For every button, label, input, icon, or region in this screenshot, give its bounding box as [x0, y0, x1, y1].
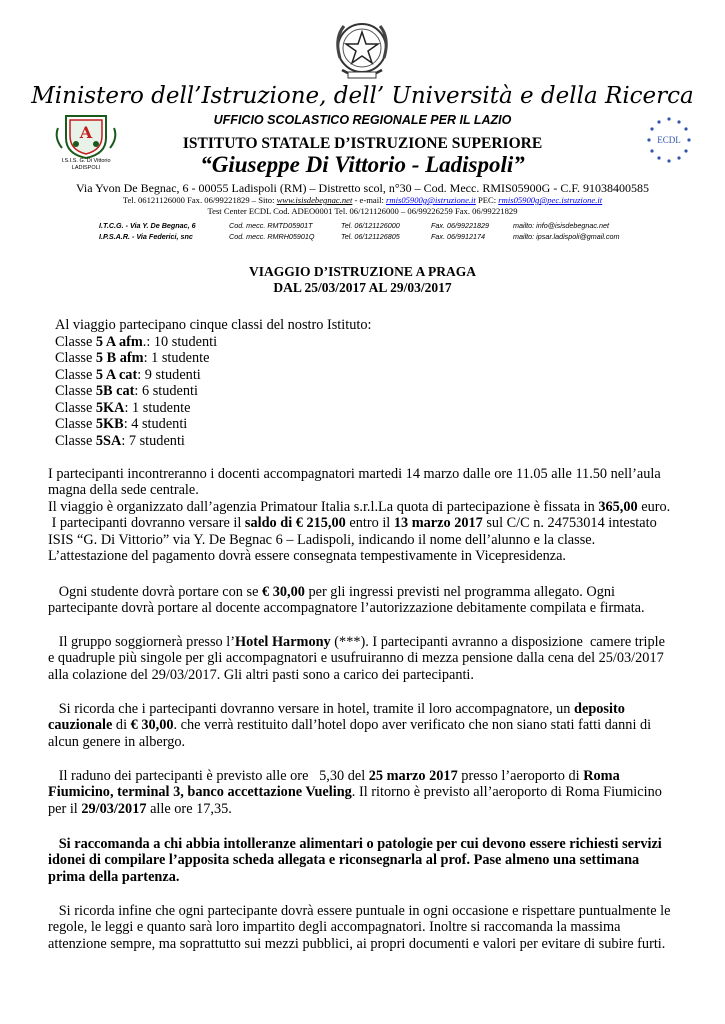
- hotel-name: Hotel Harmony: [235, 634, 331, 650]
- logo-caption-city: LADISPOLI: [71, 165, 101, 171]
- text-line: partecipante dovrà portare al docente accompagnatore l’autorizzazione debitamente compilata e firmata.: [48, 600, 645, 617]
- quota-amount: 365,00: [598, 498, 638, 515]
- deposit-label-cont: cauzionale: [48, 717, 113, 734]
- pec-email-link[interactable]: rmis05900g@pec.istruzione.it: [498, 195, 603, 205]
- website-link[interactable]: www.isisdebegnac.net: [276, 195, 353, 205]
- class-item-prefix: Classe: [55, 416, 96, 432]
- branch-fax: Fax. 06/9912174: [431, 232, 485, 241]
- class-item: [55, 334, 689, 351]
- class-item: [55, 433, 689, 450]
- branch-code: Cod. mecc. RMRH05901Q: [229, 232, 315, 241]
- text-line: [48, 768, 681, 784]
- text-line: alla colazione del 29/03/2017. Gli altri pasti sono a carico dei partecipanti.: [48, 666, 474, 683]
- ministry-heading: Ministero dell’Istruzione, dell’ Università e della Ricerca: [31, 83, 694, 109]
- class-item-name: 5B cat: [95, 383, 135, 399]
- text-span: Il gruppo soggiornerà presso l’: [48, 634, 236, 650]
- class-item-name: 5 A cat: [95, 366, 138, 383]
- document-dates: DAL 25/03/2017 AL 29/03/2017: [273, 280, 452, 295]
- ecdl-logo-text: ECDL: [657, 135, 681, 145]
- text-line: [48, 717, 681, 733]
- branch-row: [99, 220, 659, 231]
- class-item-count: : 9 studenti: [137, 366, 201, 383]
- text-line: [48, 784, 681, 800]
- text-span: presso l’aeroporto di: [457, 768, 584, 784]
- branch-row: [99, 231, 659, 242]
- text-line: Si ricorda infine che ogni partecipante dovrà essere puntuale in ogni occasione e rispettare puntualmente le: [48, 903, 671, 919]
- address-line: Via Yvon De Begnac, 6 - 00055 Ladispoli (RM) – Distretto scol, n°30 – Cod. Mecc. RMIS05900G - C.F. 91038400585: [75, 181, 650, 195]
- airport-name: Roma: [583, 768, 620, 784]
- deposit-amount: € 30,00: [130, 717, 174, 734]
- class-item: [55, 383, 689, 400]
- paragraph-departure: [48, 768, 681, 817]
- ecdl-test-center-line: Test Center ECDL Cod. ADEO0001 Tel. 06/121126000 – 06/99226259 Fax. 06/99221829: [207, 206, 518, 216]
- class-item: [55, 416, 689, 433]
- class-item-prefix: Classe: [55, 366, 96, 383]
- deposit-label: deposito: [574, 701, 625, 717]
- text-line: prima della partenza.: [48, 868, 180, 885]
- contacts-email-label: - e-mail:: [352, 195, 387, 205]
- text-line: [48, 584, 681, 600]
- return-date: 29/03/2017: [81, 800, 147, 817]
- text-span: entro il: [345, 515, 394, 532]
- branch-code: Cod. mecc. RMTD05901T: [229, 221, 313, 230]
- class-item: [55, 367, 689, 384]
- institute-type-heading: ISTITUTO STATALE D’ISTRUZIONE SUPERIORE: [182, 135, 543, 152]
- text-line: magna della sede centrale.: [48, 482, 199, 499]
- paragraph-entrance-fees: [48, 584, 681, 617]
- text-span: Ogni studente dovrà portare con se: [48, 584, 262, 600]
- class-item: [55, 400, 689, 417]
- text-span: euro.: [637, 498, 671, 515]
- text-span: . che verrà restituito dall’hotel dopo aver verificato che non siano stati fatti danni di: [173, 717, 652, 734]
- class-item-prefix: Classe: [55, 399, 96, 416]
- logo-caption-name: I.S.I.S. G. Di Vittorio: [61, 158, 111, 164]
- text-span: Il viaggio è organizzato dall’agenzia Primatour Italia s.r.l.La quota di partecipazione è fissata in: [48, 498, 599, 515]
- text-span: per gli ingressi previsti nel programma allegato. Ogni: [304, 584, 615, 600]
- branch-tel: Tel. 06/121126000: [341, 221, 400, 230]
- meeting-point: Fiumicino, terminal 3, banco accettazione Vueling: [48, 784, 352, 801]
- class-item-name: 5 A afm: [95, 333, 143, 350]
- document-title: VIAGGIO D’ISTRUZIONE A PRAGA: [249, 264, 476, 279]
- text-span: . Il ritorno è previsto all’aeroporto di Roma Fiumicino: [351, 784, 662, 801]
- contacts-pec-label: PEC:: [475, 195, 499, 205]
- branch-email[interactable]: mailto: ipsar.ladispoli@gmail.com: [513, 232, 620, 241]
- branch-fax: Fax. 06/99221829: [431, 221, 489, 230]
- paragraph-meeting-payment: [48, 466, 681, 564]
- class-item-prefix: Classe: [55, 383, 96, 399]
- text-line: [48, 515, 681, 531]
- contacts-prefix: Tel. 06121126000 Fax. 06/99221829 – Sito:: [122, 195, 277, 205]
- text-span: (***). I partecipanti avranno a disposizione camere triple: [330, 634, 665, 650]
- class-item-name: 5KA: [95, 399, 125, 416]
- class-item-name: 5SA: [95, 432, 122, 449]
- italian-republic-emblem: [328, 18, 396, 84]
- branch-email[interactable]: mailto: info@isisdebegnac.net: [513, 221, 609, 230]
- class-list-intro: Al viaggio partecipano cinque classi del nostro Istituto:: [55, 317, 372, 333]
- class-item-name: 5 B afm: [95, 350, 144, 366]
- branch-name: I.T.C.G. - Via Y. De Begnac, 6: [99, 221, 196, 230]
- email-link[interactable]: rmis05900g@istruzione.it: [386, 195, 476, 205]
- text-line: regole, le leggi e quanto sarà loro impartito degli accompagnatori. Inoltre si raccomanda la massima: [48, 919, 621, 936]
- school-branches-table: [99, 220, 659, 242]
- school-name-heading: “Giuseppe Di Vittorio - Ladispoli”: [200, 152, 525, 177]
- payment-deadline: 13 marzo 2017: [393, 515, 483, 532]
- text-line: Si raccomanda a chi abbia intolleranze alimentari o patologie per cui devono essere richiesti servizi: [48, 836, 662, 852]
- class-item-prefix: Classe: [55, 350, 96, 366]
- class-item-prefix: Classe: [55, 333, 96, 350]
- class-list: [55, 317, 689, 449]
- text-line: L’attestazione del pagamento dovrà essere consegnata tempestivamente in Vicepresidenza.: [48, 548, 566, 565]
- text-span: Il raduno dei partecipanti è previsto alle ore 5,30 del: [48, 768, 369, 784]
- text-span: per il: [48, 800, 82, 817]
- text-line: [48, 801, 681, 817]
- text-line: e quadruple più singole per gli accompagnatori e usufruiranno di mezza pensione dalla cena del 25/03/2017: [48, 650, 664, 667]
- text-span: alle ore 17,35.: [146, 800, 232, 817]
- paragraph-conduct: [48, 903, 681, 952]
- regional-office-heading: UFFICIO SCOLASTICO REGIONALE PER IL LAZIO: [213, 113, 512, 127]
- departure-date: 25 marzo 2017: [368, 768, 458, 784]
- class-item-count: .: 10 studenti: [142, 333, 218, 350]
- svg-text:A: A: [79, 123, 93, 142]
- paragraph-food-intolerance: [48, 836, 681, 885]
- text-line: attenzione sempre, ma soprattutto sui mezzi pubblici, ai propri documenti e valori per evitare di subire furti.: [48, 935, 666, 952]
- text-line: ISIS “G. Di Vittorio” via Y. De Begnac 6 – Ladispoli, indicando il nome dell’alunno e la classe.: [48, 531, 596, 548]
- branch-tel: Tel. 06/121126805: [341, 232, 400, 241]
- class-item: [55, 350, 689, 367]
- class-item-count: : 7 studenti: [121, 432, 185, 449]
- text-span: sul C/C n. 24753014 intestato: [482, 515, 657, 532]
- class-item-count: : 4 studenti: [123, 416, 188, 432]
- paragraph-deposit: [48, 701, 681, 750]
- contacts-line: [0, 195, 725, 205]
- class-item-prefix: Classe: [55, 432, 96, 449]
- class-item-count: : 1 studente: [124, 399, 191, 416]
- text-span: di: [112, 717, 131, 734]
- entrance-fee-amount: € 30,00: [262, 584, 305, 600]
- text-span: Si ricorda che i partecipanti dovranno versare in hotel, tramite il loro accompagnatore, un: [48, 701, 575, 717]
- text-line: [48, 634, 681, 650]
- class-item-count: : 6 studenti: [134, 383, 198, 399]
- branch-name: I.P.S.A.R. - Via Federici, snc: [99, 232, 193, 241]
- text-line: idonei di compilare l’apposita scheda allegata e riconsegnarla al prof. Pase almeno una settimana: [48, 852, 640, 869]
- text-span: I partecipanti dovranno versare il: [48, 515, 245, 532]
- text-line: I partecipanti incontreranno i docenti accompagnatori martedi 14 marzo dalle ore 11.05 alle 11.50 nell’aula: [48, 466, 661, 482]
- text-line: [48, 701, 681, 717]
- paragraph-hotel: [48, 634, 681, 683]
- balance-amount: saldo di € 215,00: [244, 515, 346, 532]
- class-item-name: 5KB: [95, 416, 124, 432]
- text-line: [48, 499, 681, 515]
- text-line: alcun genere in albergo.: [48, 733, 186, 750]
- class-item-count: : 1 studente: [143, 350, 210, 366]
